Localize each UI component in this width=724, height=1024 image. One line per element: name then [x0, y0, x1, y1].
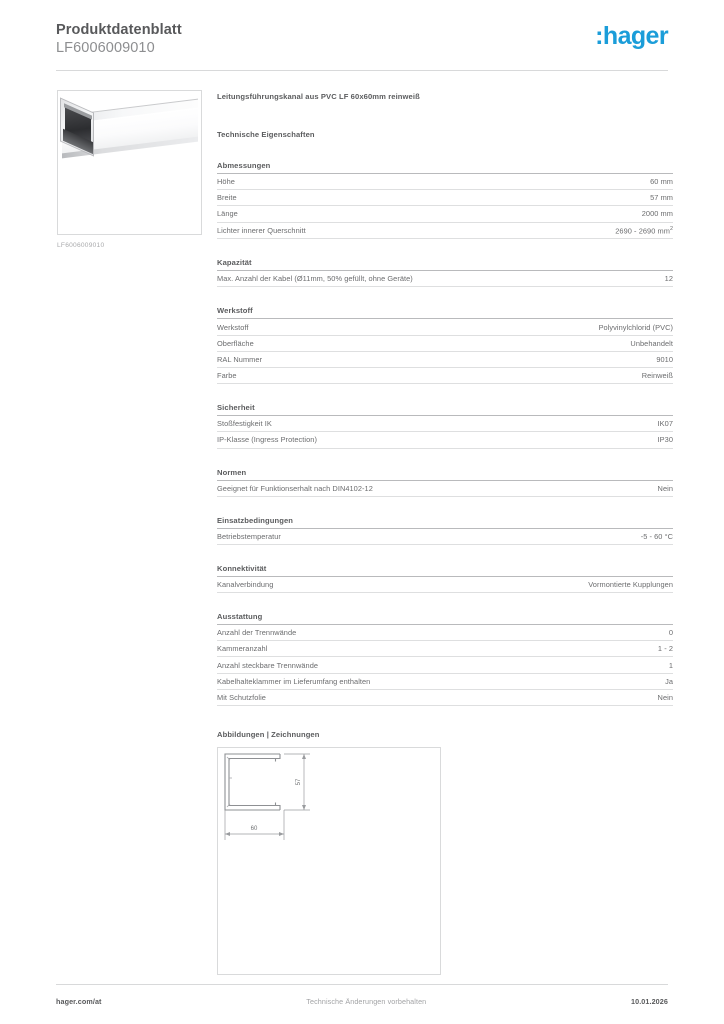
- product-image-frame: [57, 90, 202, 235]
- product-image-panel: [57, 90, 202, 249]
- spec-row: [217, 206, 673, 222]
- spec-group: [217, 306, 673, 384]
- spec-row: [217, 416, 673, 432]
- spec-row: [217, 641, 673, 657]
- spec-group: [217, 258, 673, 287]
- spec-row: [217, 529, 673, 545]
- spec-label: Stoßfestigkeit IK: [217, 419, 272, 429]
- technical-drawing-frame: [217, 747, 441, 975]
- spec-value: Ja: [665, 676, 673, 686]
- spec-group: [217, 564, 673, 593]
- spec-label: Geeignet für Funktionserhalt nach DIN4102-12: [217, 483, 373, 493]
- footer-disclaimer: Technische Änderungen vorbehalten: [306, 996, 427, 1006]
- spec-label: Lichter innerer Querschnitt: [217, 226, 306, 236]
- spec-value: Polyvinylchlorid (PVC): [598, 322, 673, 332]
- spec-group-title: Ausstattung: [217, 612, 673, 625]
- footer-date: 10.01.2026: [631, 996, 668, 1006]
- spec-label: Anzahl der Trennwände: [217, 628, 297, 638]
- spec-row: [217, 625, 673, 641]
- spec-group-title: Sicherheit: [217, 403, 673, 416]
- spec-label: IP-Klasse (Ingress Protection): [217, 435, 317, 445]
- spec-value: Vormontierte Kupplungen: [588, 580, 673, 589]
- spec-label: Farbe: [217, 371, 237, 381]
- spec-value: IP30: [657, 435, 673, 445]
- spec-label: Kanalverbindung: [217, 580, 274, 589]
- spec-label: Max. Anzahl der Kabel (Ø11mm, 50% gefüllt, ohne Geräte): [217, 274, 413, 284]
- product-description: Leitungsführungskanal aus PVC LF 60x60mm reinweiß: [217, 92, 420, 101]
- spec-label: Kabelhalteklammer im Lieferumfang enthalten: [217, 676, 371, 686]
- logo-text: hager: [602, 22, 668, 50]
- spec-value: IK07: [657, 419, 673, 429]
- spec-value: 12: [664, 274, 673, 284]
- datasheet-content: [217, 92, 673, 975]
- spec-group: [217, 612, 673, 706]
- spec-value: 1 - 2: [657, 644, 673, 654]
- specification-groups: [217, 161, 673, 706]
- spec-value: Unbehandelt: [630, 338, 673, 348]
- spec-group-title: Werkstoff: [217, 306, 673, 319]
- product-reference: LF6006009010: [56, 40, 155, 57]
- spec-label: Oberfläche: [217, 338, 254, 348]
- spec-value-superscript: 2: [669, 225, 673, 232]
- spec-value: Nein: [657, 692, 673, 702]
- spec-label: Mit Schutzfolie: [217, 692, 266, 702]
- spec-group-title: Einsatzbedingungen: [217, 516, 673, 529]
- spec-label: Breite: [217, 193, 237, 203]
- technical-drawing: [218, 748, 440, 974]
- spec-group: [217, 403, 673, 448]
- spec-row: [217, 368, 673, 384]
- spec-label: Werkstoff: [217, 322, 249, 332]
- spec-row: [217, 271, 673, 287]
- spec-value: 2000 mm: [641, 209, 673, 219]
- title-block: [56, 22, 182, 57]
- spec-group-title: Normen: [217, 468, 673, 481]
- hager-logo: :hager: [595, 22, 668, 50]
- spec-label: Kammeranzahl: [217, 644, 268, 654]
- page-title: Produktdatenblatt: [56, 22, 182, 38]
- spec-row: [217, 174, 673, 190]
- spec-row: [217, 432, 673, 448]
- product-image-caption: LF6006009010: [57, 242, 105, 249]
- product-photo: [58, 91, 202, 235]
- spec-group-title: Abmessungen: [217, 161, 673, 174]
- dimension-width-label: 60: [250, 826, 258, 833]
- spec-row: [217, 674, 673, 690]
- spec-label: Anzahl steckbare Trennwände: [217, 660, 319, 670]
- spec-row: [217, 577, 673, 593]
- spec-value: [615, 226, 673, 235]
- spec-group: [217, 161, 673, 239]
- spec-label: Länge: [217, 209, 238, 219]
- spec-row: [217, 223, 673, 240]
- dimension-height-label: 57: [296, 778, 302, 786]
- spec-group-title: Kapazität: [217, 258, 673, 271]
- spec-row: [217, 336, 673, 352]
- footer-divider: [56, 984, 668, 985]
- spec-label: Betriebstemperatur: [217, 531, 281, 541]
- header-divider: [56, 70, 668, 71]
- spec-value: 57 mm: [650, 193, 673, 203]
- drawings-heading: Abbildungen | Zeichnungen: [217, 730, 320, 740]
- spec-value: 0: [668, 628, 673, 638]
- spec-group: [217, 468, 673, 497]
- spec-row: [217, 319, 673, 335]
- spec-value: 60 mm: [650, 177, 673, 187]
- spec-label: Höhe: [217, 177, 235, 187]
- spec-row: [217, 352, 673, 368]
- spec-group: [217, 516, 673, 545]
- spec-value: 1: [668, 660, 673, 670]
- spec-value-text: 2690 - 2690 mm: [615, 226, 670, 236]
- spec-group-title: Konnektivität: [217, 564, 673, 577]
- technical-properties-heading: Technische Eigenschaften: [217, 130, 315, 139]
- spec-row: [217, 190, 673, 206]
- spec-label: RAL Nummer: [217, 354, 263, 364]
- spec-row: [217, 690, 673, 706]
- spec-row: [217, 657, 673, 673]
- spec-value: 9010: [656, 354, 673, 364]
- footer-website[interactable]: hager.com/at: [56, 996, 102, 1006]
- page-footer: [56, 993, 668, 1009]
- page-header: [56, 22, 668, 74]
- spec-value: -5 - 60 °C: [640, 531, 673, 541]
- spec-value: Reinweiß: [641, 371, 673, 381]
- spec-row: [217, 481, 673, 497]
- spec-value: Nein: [657, 483, 673, 493]
